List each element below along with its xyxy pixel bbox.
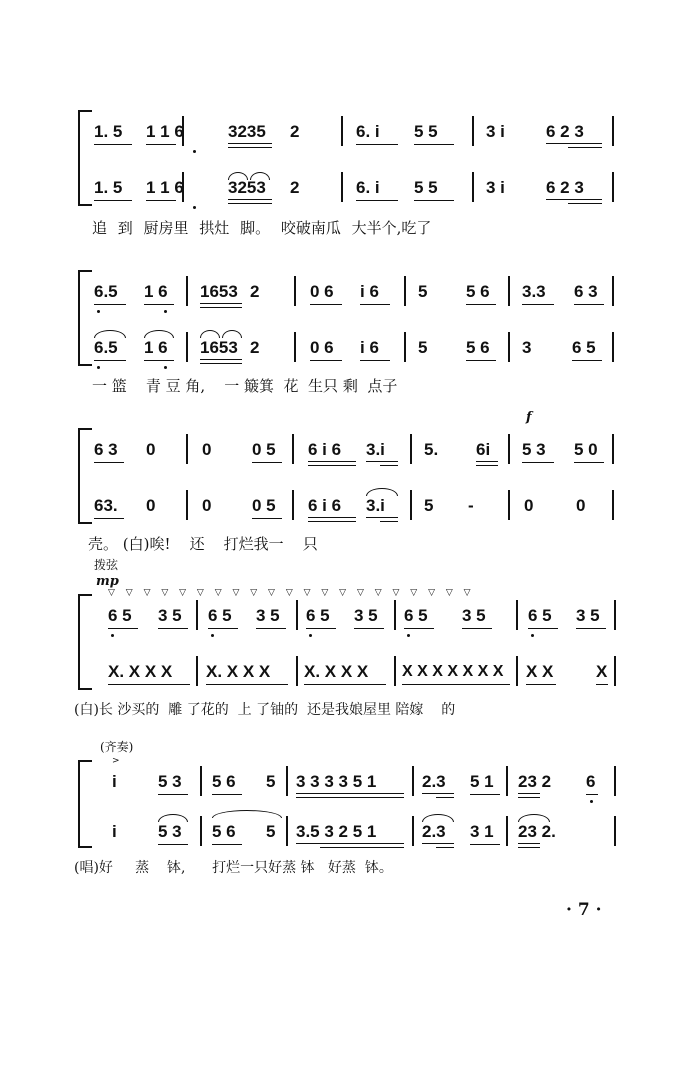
system-brace <box>78 594 92 690</box>
barline <box>292 434 294 464</box>
barline <box>410 490 412 520</box>
note-group: 3 i <box>486 178 505 197</box>
rhythm-group: X X X X X X X <box>402 663 504 680</box>
underline <box>356 200 398 201</box>
note-group: 3.i <box>366 496 385 515</box>
barline <box>404 332 406 362</box>
barline <box>516 600 518 630</box>
note-group: 6 5 <box>108 606 132 625</box>
barline <box>614 766 616 796</box>
note-group: 5. <box>424 440 439 459</box>
underline <box>94 462 124 463</box>
underline <box>422 843 454 844</box>
note-group: 6 5 <box>528 606 552 625</box>
underline <box>296 843 404 844</box>
underline <box>308 517 356 518</box>
low-dot <box>111 634 114 637</box>
barline <box>506 816 508 846</box>
barline <box>196 656 198 686</box>
note-group: 1 6 <box>144 338 168 357</box>
underline <box>462 628 492 629</box>
underline <box>144 360 174 361</box>
underline <box>366 517 398 518</box>
system-brace <box>78 270 92 366</box>
note-group: 0 <box>202 440 212 459</box>
barline <box>508 434 510 464</box>
note-group: 0 6 <box>310 338 334 357</box>
underline <box>522 304 554 305</box>
barline <box>186 490 188 520</box>
underline <box>470 794 500 795</box>
underline <box>436 797 454 798</box>
underline <box>308 521 356 522</box>
note-group: 5 3 <box>158 822 182 841</box>
note-group: 5 6 <box>466 338 490 357</box>
note-group: 1. 5 <box>94 122 123 141</box>
underline <box>146 200 176 201</box>
underline <box>366 461 398 462</box>
underline <box>476 465 498 466</box>
underline <box>576 628 606 629</box>
note-group: 5 3 <box>522 440 546 459</box>
underline <box>470 844 500 845</box>
underline <box>308 465 356 466</box>
underline <box>596 684 608 685</box>
low-dot <box>97 310 100 313</box>
note-group: 63. <box>94 496 118 515</box>
underline <box>304 684 386 685</box>
underline <box>158 628 188 629</box>
underline <box>252 518 282 519</box>
note-group: 0 5 <box>252 440 276 459</box>
underline <box>380 465 398 466</box>
underline <box>306 628 336 629</box>
barline <box>612 116 614 146</box>
note-group: 5 5 <box>414 178 438 197</box>
barline <box>296 600 298 630</box>
system-brace <box>78 760 92 848</box>
underline <box>206 684 288 685</box>
underline <box>466 360 496 361</box>
note-group: 5 <box>266 772 276 791</box>
underline <box>466 304 496 305</box>
note-group: 5 6 <box>212 772 236 791</box>
barline <box>412 766 414 796</box>
underline <box>94 360 126 361</box>
underline <box>108 628 138 629</box>
note-group: i 6 <box>360 282 379 301</box>
note-group: 6.5 <box>94 338 118 357</box>
note-group: 1. 5 <box>94 178 123 197</box>
barline <box>200 816 202 846</box>
note-group: i <box>112 772 117 791</box>
underline <box>574 304 604 305</box>
barline <box>341 172 343 202</box>
note-group: 1653 <box>200 282 238 301</box>
note-group: 3 3 3 3 5 1 <box>296 772 377 791</box>
note-group: 0 <box>524 496 534 515</box>
note-group: 2 <box>250 282 260 301</box>
underline <box>476 461 498 462</box>
underline <box>252 462 282 463</box>
rhythm-group: X. X X X <box>304 662 369 681</box>
underline <box>320 847 404 848</box>
pluck-marks: ▽ ▽ ▽ ▽ ▽ ▽ ▽ ▽ ▽ ▽ ▽ ▽ ▽ ▽ ▽ ▽ ▽ ▽ ▽ ▽ ▽ <box>108 588 475 598</box>
barline <box>286 766 288 796</box>
note-group: 3.i <box>366 440 385 459</box>
barline <box>412 816 414 846</box>
barline <box>186 276 188 306</box>
barline <box>294 276 296 306</box>
low-dot <box>407 634 410 637</box>
note-group: 1 1 6 <box>146 122 184 141</box>
note-group: 6 <box>586 772 596 791</box>
barline <box>508 490 510 520</box>
note-group: 3.3 <box>522 282 546 301</box>
accent-mark: > <box>112 756 120 766</box>
underline <box>200 307 242 308</box>
barline <box>506 766 508 796</box>
underline <box>572 360 602 361</box>
underline <box>574 462 604 463</box>
underline <box>296 793 404 794</box>
note-group: 3253 <box>228 178 266 197</box>
note-group: 3.5 3 2 5 1 <box>296 822 377 841</box>
ensemble-label: (齐奏) <box>100 740 134 754</box>
slur <box>366 488 398 496</box>
note-group: 0 <box>146 440 156 459</box>
barline <box>341 116 343 146</box>
barline <box>472 172 474 202</box>
note-group: 3 <box>522 338 532 357</box>
underline <box>158 844 188 845</box>
barline <box>612 490 614 520</box>
barline <box>200 766 202 796</box>
note-group: 3 i <box>486 122 505 141</box>
note-group: 5 6 <box>466 282 490 301</box>
note-group: 23 2 <box>518 772 552 791</box>
underline <box>228 143 272 144</box>
underline <box>228 199 272 200</box>
barline <box>292 490 294 520</box>
note-group: i 6 <box>360 338 379 357</box>
underline <box>256 628 286 629</box>
lyric-line: (唱)好 蒸 钵, 打烂一只好蒸 钵 好蒸 钵。 <box>74 860 393 876</box>
barline <box>614 600 616 630</box>
underline <box>354 628 384 629</box>
note-group: 3 5 <box>354 606 378 625</box>
underline <box>518 797 540 798</box>
underline <box>404 628 434 629</box>
lyric-line: 壳。 (白)唉! 还 打烂我一 只 <box>88 535 318 553</box>
underline <box>310 304 342 305</box>
underline <box>308 461 356 462</box>
note-group: 5 6 <box>212 822 236 841</box>
underline <box>402 684 510 685</box>
barline <box>516 656 518 686</box>
underline <box>94 200 132 201</box>
note-group: 6.5 <box>94 282 118 301</box>
note-group: 0 <box>146 496 156 515</box>
low-dot <box>211 634 214 637</box>
system-brace <box>78 428 92 524</box>
note-group: 3 5 <box>158 606 182 625</box>
underline <box>586 794 598 795</box>
note-group: 0 6 <box>310 282 334 301</box>
note-group: 1653 <box>200 338 238 357</box>
barline <box>612 276 614 306</box>
dynamic-forte: f <box>526 410 532 425</box>
underline <box>568 203 602 204</box>
note-group: 6. i <box>356 178 380 197</box>
note-group: 6 3 <box>574 282 598 301</box>
rhythm-group: X. X X X <box>206 662 271 681</box>
note-group: 5 3 <box>158 772 182 791</box>
underline <box>436 847 454 848</box>
barline <box>186 434 188 464</box>
barline <box>394 656 396 686</box>
note-group: 3 5 <box>576 606 600 625</box>
technique-label: 拨弦 <box>94 558 119 572</box>
note-group: 1 6 <box>144 282 168 301</box>
underline <box>228 147 272 148</box>
underline <box>414 144 454 145</box>
underline <box>200 359 242 360</box>
low-dot <box>531 634 534 637</box>
underline <box>200 303 242 304</box>
barline <box>410 434 412 464</box>
note-group: 6 i 6 <box>308 440 342 459</box>
underline <box>310 360 342 361</box>
underline <box>414 200 454 201</box>
note-group: 6. i <box>356 122 380 141</box>
barline <box>472 116 474 146</box>
low-dot <box>97 366 100 369</box>
note-group: 0 <box>202 496 212 515</box>
note-group: 6 5 <box>572 338 596 357</box>
note-group: 6 2 3 <box>546 178 584 197</box>
slur <box>200 330 220 338</box>
underline <box>144 304 174 305</box>
underline <box>422 793 454 794</box>
note-group: 6 5 <box>404 606 428 625</box>
underline <box>360 360 390 361</box>
lyric-line: 一 篮 青 豆 角, 一 簸箕 花 生只 剩 点子 <box>92 377 398 395</box>
barline <box>296 656 298 686</box>
lyric-line: (白)长 沙买的 雕 了花的 上 了铀的 还是我娘屋里 陪嫁 的 <box>74 702 456 718</box>
note-group: 5 <box>266 822 276 841</box>
low-dot <box>164 310 167 313</box>
note-group: 0 <box>576 496 586 515</box>
note-group: 6 5 <box>306 606 330 625</box>
note-group: 2 <box>290 122 300 141</box>
underline <box>546 199 602 200</box>
underline <box>522 462 554 463</box>
note-group: 5 1 <box>470 772 494 791</box>
slur <box>144 330 174 338</box>
dynamic-mp: mp <box>96 574 119 589</box>
note-group: 3 1 <box>470 822 494 841</box>
underline <box>380 521 398 522</box>
note-group: 3 5 <box>256 606 280 625</box>
barline <box>614 656 616 686</box>
slur <box>422 814 454 822</box>
note-group: 5 <box>418 282 428 301</box>
underline <box>360 304 390 305</box>
note-group: 2.3 <box>422 822 446 841</box>
note-group: 1 1 6 <box>146 178 184 197</box>
underline <box>94 144 132 145</box>
note-group: 2 <box>290 178 300 197</box>
note-group: 23 2. <box>518 822 556 841</box>
barline <box>612 434 614 464</box>
slur <box>518 814 550 822</box>
note-group: 6 i 6 <box>308 496 342 515</box>
note-group: i <box>112 822 117 841</box>
note-group: 2.3 <box>422 772 446 791</box>
barline <box>196 600 198 630</box>
barline <box>394 600 396 630</box>
low-dot <box>309 634 312 637</box>
note-group: 3 5 <box>462 606 486 625</box>
barline <box>404 276 406 306</box>
underline <box>94 518 124 519</box>
note-group: - <box>468 496 474 515</box>
underline <box>518 793 540 794</box>
underline <box>212 794 242 795</box>
barline <box>508 276 510 306</box>
low-dot <box>590 800 593 803</box>
note-group: 6i <box>476 440 491 459</box>
barline <box>286 816 288 846</box>
rhythm-group: X <box>596 662 608 681</box>
note-group: 5 0 <box>574 440 598 459</box>
note-group: 6 5 <box>208 606 232 625</box>
barline <box>614 816 616 846</box>
underline <box>356 144 398 145</box>
barline <box>612 332 614 362</box>
barline <box>508 332 510 362</box>
underline <box>212 844 242 845</box>
slur <box>158 814 188 822</box>
underline <box>518 847 540 848</box>
barline <box>294 332 296 362</box>
low-dot <box>193 206 196 209</box>
underline <box>296 797 404 798</box>
note-group: 6 2 3 <box>546 122 584 141</box>
slur <box>222 330 242 338</box>
note-group: 5 5 <box>414 122 438 141</box>
underline <box>228 203 272 204</box>
underline <box>146 144 176 145</box>
low-dot <box>164 366 167 369</box>
underline <box>200 363 242 364</box>
underline <box>546 143 602 144</box>
low-dot <box>193 150 196 153</box>
system-brace <box>78 110 92 206</box>
note-group: 3235 <box>228 122 266 141</box>
slur <box>212 810 282 818</box>
page-number: · 7 · <box>566 900 602 920</box>
rhythm-group: X. X X X <box>108 662 173 681</box>
note-group: 5 <box>418 338 428 357</box>
barline <box>612 172 614 202</box>
note-group: 0 5 <box>252 496 276 515</box>
note-group: 6 3 <box>94 440 118 459</box>
underline <box>518 843 540 844</box>
underline <box>208 628 238 629</box>
underline <box>528 628 558 629</box>
lyric-line: 追 到 厨房里 拱灶 脚。 咬破南瓜 大半个,吃了 <box>92 219 432 237</box>
barline <box>186 332 188 362</box>
note-group: 2 <box>250 338 260 357</box>
underline <box>94 304 126 305</box>
underline <box>568 147 602 148</box>
underline <box>526 684 556 685</box>
slur <box>94 330 126 338</box>
rhythm-group: X X <box>526 662 554 681</box>
underline <box>108 684 190 685</box>
underline <box>158 794 188 795</box>
note-group: 5 <box>424 496 434 515</box>
